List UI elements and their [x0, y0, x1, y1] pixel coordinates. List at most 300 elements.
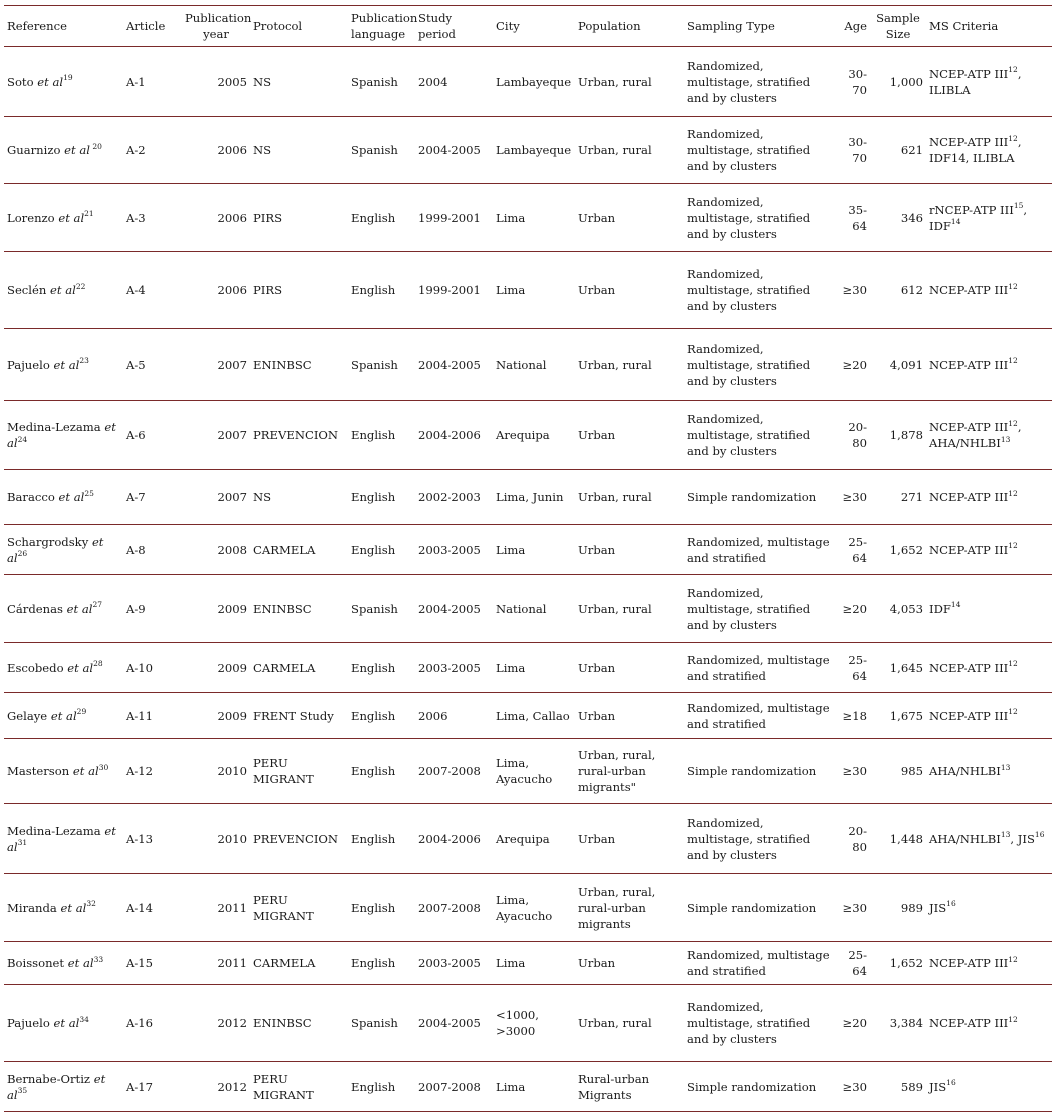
criteria-cell — [926, 525, 1052, 575]
reference-citation: 27 — [92, 600, 102, 610]
reference-et-al: et al — [37, 74, 64, 89]
age-cell: ≥30 — [834, 470, 870, 525]
criteria-text: , IDF14, ILIBLA — [929, 135, 1022, 165]
reference-et-al: et al — [7, 534, 104, 565]
period-cell: 1999-2001 — [415, 184, 493, 252]
col-header-ms-criteria: MS Criteria — [926, 6, 1052, 47]
city-cell: Lambayeque — [493, 47, 575, 117]
article-cell: A-5 — [123, 329, 182, 401]
criteria-cell — [926, 942, 1052, 985]
year-cell: 2012 — [182, 1062, 250, 1112]
table-row — [4, 942, 1052, 985]
reference-cell — [4, 329, 123, 401]
criteria-citation: 12 — [1008, 65, 1018, 75]
reference-author: Medina-Lezama — [7, 420, 101, 434]
reference-et-al: et al — [64, 143, 90, 157]
protocol-cell: PERU MIGRANT — [250, 739, 348, 804]
reference-citation: 25 — [84, 488, 94, 498]
reference-cell — [4, 252, 123, 329]
criteria-text: NCEP-ATP III — [929, 660, 1009, 675]
article-cell: A-7 — [123, 470, 182, 525]
language-cell: English — [348, 184, 415, 252]
reference-cell — [4, 401, 123, 470]
protocol-cell: CARMELA — [250, 525, 348, 575]
reference-author: Gelaye — [7, 708, 48, 723]
table-row — [4, 575, 1052, 643]
article-cell: A-13 — [123, 804, 182, 874]
period-cell: 2004-2005 — [415, 985, 493, 1062]
table-row — [4, 874, 1052, 942]
language-cell: English — [348, 739, 415, 804]
reference-citation: 26 — [17, 549, 28, 559]
criteria-text: , AHA/NHLBI — [929, 420, 1022, 450]
size-cell: 3,384 — [870, 985, 926, 1062]
reference-author: Lorenzo — [7, 210, 55, 225]
reference-cell — [4, 184, 123, 252]
age-cell: ≥20 — [834, 329, 870, 401]
article-cell: A-6 — [123, 401, 182, 470]
year-cell: 2007 — [182, 329, 250, 401]
protocol-cell: PIRS — [250, 252, 348, 329]
year-cell: 2009 — [182, 575, 250, 643]
age-cell: 20-80 — [834, 804, 870, 874]
article-cell: A-9 — [123, 575, 182, 643]
reference-et-al: et al — [66, 601, 93, 616]
reference-citation: 29 — [76, 707, 87, 717]
language-cell: English — [348, 525, 415, 575]
period-cell: 2003-2005 — [415, 525, 493, 575]
size-cell: 271 — [870, 470, 926, 525]
criteria-citation: 16 — [946, 1078, 956, 1088]
table-row — [4, 252, 1052, 329]
sampling-cell: Randomized, multistage, stratified and by clusters — [684, 117, 834, 184]
criteria-cell — [926, 874, 1052, 942]
age-cell: ≥18 — [834, 693, 870, 739]
size-cell: 589 — [870, 1062, 926, 1112]
size-cell: 612 — [870, 252, 926, 329]
reference-cell — [4, 804, 123, 874]
year-cell: 2007 — [182, 470, 250, 525]
reference-author: Guarnizo — [7, 143, 61, 157]
sampling-cell: Randomized, multistage, stratified and by clusters — [684, 985, 834, 1062]
period-cell: 2007-2008 — [415, 874, 493, 942]
year-cell: 2006 — [182, 117, 250, 184]
protocol-cell: ENINBSC — [250, 575, 348, 643]
col-header-publication-language: Publication language — [348, 6, 415, 47]
sampling-cell: Randomized, multistage, stratified and by clusters — [684, 401, 834, 470]
reference-cell — [4, 739, 123, 804]
city-cell: <1000, >3000 — [493, 985, 575, 1062]
criteria-cell — [926, 184, 1052, 252]
language-cell: English — [348, 643, 415, 693]
table-row — [4, 401, 1052, 470]
year-cell: 2006 — [182, 252, 250, 329]
protocol-cell: CARMELA — [250, 942, 348, 985]
criteria-citation: 14 — [950, 600, 961, 610]
age-cell: 30-70 — [834, 117, 870, 184]
sampling-cell: Randomized, multistage, stratified and by clusters — [684, 804, 834, 874]
age-cell: 25-64 — [834, 525, 870, 575]
reference-citation: 20 — [89, 141, 102, 151]
criteria-cell — [926, 739, 1052, 804]
criteria-text: NCEP-ATP III — [929, 66, 1009, 81]
reference-et-al: et al — [67, 956, 94, 970]
criteria-citation: 12 — [1008, 418, 1018, 428]
reference-author: Escobedo — [7, 660, 64, 675]
criteria-cell — [926, 47, 1052, 117]
criteria-citation: 12 — [1008, 541, 1018, 551]
reference-citation: 23 — [79, 356, 89, 366]
criteria-text: , IDF — [929, 202, 1028, 233]
reference-et-al: et al — [53, 1016, 80, 1030]
reference-cell — [4, 942, 123, 985]
sampling-cell: Simple randomization — [684, 1062, 834, 1112]
protocol-cell: CARMELA — [250, 643, 348, 693]
table-row — [4, 329, 1052, 401]
size-cell: 1,652 — [870, 942, 926, 985]
city-cell: National — [493, 575, 575, 643]
article-cell: A-16 — [123, 985, 182, 1062]
criteria-cell — [926, 329, 1052, 401]
article-cell: A-14 — [123, 874, 182, 942]
population-cell: Urban, rural — [575, 117, 684, 184]
criteria-citation: 15 — [1013, 201, 1024, 211]
criteria-text: NCEP-ATP III — [929, 542, 1009, 557]
criteria-citation: 12 — [1008, 954, 1018, 964]
article-cell: A-3 — [123, 184, 182, 252]
period-cell: 2002-2003 — [415, 470, 493, 525]
criteria-text: NCEP-ATP III — [929, 1016, 1009, 1030]
population-cell: Urban, rural — [575, 470, 684, 525]
criteria-citation: 16 — [946, 899, 956, 909]
size-cell: 1,448 — [870, 804, 926, 874]
city-cell: Lima — [493, 1062, 575, 1112]
col-header-reference: Reference — [4, 6, 123, 47]
protocol-cell: ENINBSC — [250, 329, 348, 401]
period-cell: 2003-2005 — [415, 942, 493, 985]
population-cell: Urban, rural — [575, 985, 684, 1062]
year-cell: 2006 — [182, 184, 250, 252]
protocol-cell: ENINBSC — [250, 985, 348, 1062]
sampling-cell: Randomized, multistage, stratified and by clusters — [684, 252, 834, 329]
protocol-cell: FRENT Study — [250, 693, 348, 739]
reference-et-al: et al — [67, 660, 94, 675]
criteria-cell — [926, 693, 1052, 739]
reference-et-al: et al — [50, 708, 77, 723]
col-header-age: Age — [834, 6, 870, 47]
period-cell: 2003-2005 — [415, 643, 493, 693]
reference-et-al: et al — [7, 1071, 106, 1102]
reference-cell — [4, 525, 123, 575]
criteria-citation: 16 — [1034, 830, 1045, 840]
reference-author: Pajuelo — [7, 1016, 50, 1030]
year-cell: 2009 — [182, 693, 250, 739]
reference-cell — [4, 575, 123, 643]
city-cell: Lima — [493, 525, 575, 575]
table-row — [4, 693, 1052, 739]
table-row — [4, 47, 1052, 117]
sampling-cell: Randomized, multistage, stratified and by clusters — [684, 575, 834, 643]
population-cell: Urban — [575, 942, 684, 985]
age-cell: ≥30 — [834, 739, 870, 804]
period-cell: 2004-2005 — [415, 575, 493, 643]
period-cell: 1999-2001 — [415, 252, 493, 329]
language-cell: English — [348, 470, 415, 525]
col-header-article: Article — [123, 6, 182, 47]
year-cell: 2011 — [182, 874, 250, 942]
reference-et-al: et al — [72, 764, 99, 778]
reference-et-al: et al — [60, 900, 87, 915]
criteria-citation: 13 — [1000, 830, 1011, 840]
city-cell: Lima, Ayacucho — [493, 874, 575, 942]
reference-author: Seclén — [7, 283, 47, 297]
age-cell: ≥20 — [834, 575, 870, 643]
period-cell: 2007-2008 — [415, 1062, 493, 1112]
criteria-cell — [926, 1062, 1052, 1112]
reference-cell — [4, 1062, 123, 1112]
size-cell: 1,000 — [870, 47, 926, 117]
protocol-cell: NS — [250, 470, 348, 525]
population-cell: Urban, rural — [575, 575, 684, 643]
table-body — [4, 47, 1052, 1112]
criteria-citation: 13 — [1000, 434, 1011, 444]
criteria-citation: 14 — [950, 217, 961, 227]
year-cell: 2007 — [182, 401, 250, 470]
reference-cell — [4, 985, 123, 1062]
criteria-text: AHA/NHLBI — [929, 831, 1001, 846]
criteria-citation: 12 — [1008, 488, 1018, 498]
table-row — [4, 643, 1052, 693]
age-cell: ≥30 — [834, 1062, 870, 1112]
language-cell: Spanish — [348, 117, 415, 184]
sampling-cell: Randomized, multistage and stratified — [684, 942, 834, 985]
size-cell: 1,675 — [870, 693, 926, 739]
reference-cell — [4, 693, 123, 739]
size-cell: 621 — [870, 117, 926, 184]
reference-et-al: et al — [7, 420, 116, 450]
age-cell: ≥30 — [834, 252, 870, 329]
criteria-text: NCEP-ATP III — [929, 490, 1009, 504]
criteria-text: NCEP-ATP III — [929, 357, 1009, 372]
size-cell: 1,878 — [870, 401, 926, 470]
reference-cell — [4, 117, 123, 184]
reference-author: Cárdenas — [7, 601, 63, 616]
criteria-citation: 12 — [1008, 659, 1018, 669]
language-cell: English — [348, 401, 415, 470]
sampling-cell: Randomized, multistage, stratified and by clusters — [684, 47, 834, 117]
age-cell: 25-64 — [834, 942, 870, 985]
population-cell: Urban — [575, 252, 684, 329]
reference-cell — [4, 874, 123, 942]
size-cell: 4,053 — [870, 575, 926, 643]
article-cell: A-8 — [123, 525, 182, 575]
city-cell: Lima — [493, 942, 575, 985]
criteria-cell — [926, 643, 1052, 693]
reference-et-al: et al — [58, 210, 85, 225]
reference-author: Miranda — [7, 900, 57, 915]
reference-citation: 28 — [93, 659, 103, 669]
reference-author: Pajuelo — [7, 357, 50, 372]
population-cell: Urban — [575, 693, 684, 739]
criteria-text: NCEP-ATP III — [929, 420, 1009, 434]
reference-cell — [4, 470, 123, 525]
reference-citation: 24 — [17, 434, 28, 444]
reference-citation: 30 — [98, 762, 109, 772]
reference-et-al: et al — [50, 283, 76, 297]
city-cell: National — [493, 329, 575, 401]
col-header-city: City — [493, 6, 575, 47]
year-cell: 2010 — [182, 739, 250, 804]
article-cell: A-11 — [123, 693, 182, 739]
protocol-cell: PREVENCION — [250, 804, 348, 874]
year-cell: 2005 — [182, 47, 250, 117]
article-cell: A-15 — [123, 942, 182, 985]
reference-citation: 19 — [63, 73, 73, 83]
city-cell: Arequipa — [493, 804, 575, 874]
sampling-cell: Randomized, multistage, stratified and by clusters — [684, 184, 834, 252]
language-cell: English — [348, 1062, 415, 1112]
reference-et-al: et al — [7, 823, 116, 854]
population-cell: Urban — [575, 184, 684, 252]
article-cell: A-2 — [123, 117, 182, 184]
period-cell: 2004-2006 — [415, 401, 493, 470]
col-header-protocol: Protocol — [250, 6, 348, 47]
sampling-cell: Randomized, multistage and stratified — [684, 525, 834, 575]
criteria-cell — [926, 401, 1052, 470]
reference-citation: 33 — [93, 954, 104, 964]
reference-author: Schargrodsky — [7, 534, 89, 549]
period-cell: 2004-2005 — [415, 329, 493, 401]
period-cell: 2004-2005 — [415, 117, 493, 184]
population-cell: Urban — [575, 804, 684, 874]
population-cell: Rural-urban Migrants — [575, 1062, 684, 1112]
criteria-cell — [926, 804, 1052, 874]
criteria-text: JIS — [929, 900, 947, 915]
sampling-cell: Randomized, multistage and stratified — [684, 693, 834, 739]
article-cell: A-1 — [123, 47, 182, 117]
col-header-sampling-type: Sampling Type — [684, 6, 834, 47]
city-cell: Lima — [493, 252, 575, 329]
protocol-cell: NS — [250, 47, 348, 117]
table-row — [4, 985, 1052, 1062]
age-cell: 35-64 — [834, 184, 870, 252]
criteria-text: NCEP-ATP III — [929, 956, 1009, 970]
reference-citation: 34 — [79, 1014, 89, 1024]
article-cell: A-10 — [123, 643, 182, 693]
reference-citation: 32 — [86, 899, 96, 909]
size-cell: 989 — [870, 874, 926, 942]
table-row — [4, 470, 1052, 525]
population-cell: Urban, rural — [575, 329, 684, 401]
criteria-citation: 13 — [1000, 762, 1011, 772]
criteria-citation: 12 — [1008, 133, 1018, 143]
reference-et-al: et al — [53, 357, 80, 372]
article-cell: A-12 — [123, 739, 182, 804]
criteria-cell — [926, 470, 1052, 525]
year-cell: 2010 — [182, 804, 250, 874]
criteria-text: rNCEP-ATP III — [929, 202, 1014, 217]
criteria-citation: 12 — [1008, 356, 1018, 366]
criteria-citation: 12 — [1008, 281, 1018, 291]
criteria-text: JIS — [929, 1079, 947, 1094]
criteria-cell — [926, 985, 1052, 1062]
city-cell: Lima, Junin — [493, 470, 575, 525]
age-cell: ≥20 — [834, 985, 870, 1062]
criteria-text: IDF — [929, 601, 951, 616]
reference-citation: 21 — [84, 209, 94, 219]
table-row — [4, 804, 1052, 874]
reference-author: Boissonet — [7, 956, 65, 970]
article-cell: A-4 — [123, 252, 182, 329]
header-row — [4, 6, 1052, 47]
protocol-cell: PIRS — [250, 184, 348, 252]
sampling-cell: Simple randomization — [684, 470, 834, 525]
table-row — [4, 184, 1052, 252]
reference-et-al: et al — [58, 490, 85, 504]
language-cell: English — [348, 874, 415, 942]
population-cell: Urban — [575, 643, 684, 693]
language-cell: English — [348, 942, 415, 985]
language-cell: Spanish — [348, 47, 415, 117]
protocol-cell: NS — [250, 117, 348, 184]
size-cell: 346 — [870, 184, 926, 252]
criteria-text: NCEP-ATP III — [929, 708, 1009, 723]
protocol-cell: PERU MIGRANT — [250, 874, 348, 942]
criteria-text: NCEP-ATP III — [929, 135, 1009, 149]
population-cell: Urban, rural — [575, 47, 684, 117]
sampling-cell: Randomized, multistage, stratified and by clusters — [684, 329, 834, 401]
reference-author: Medina-Lezama — [7, 823, 101, 838]
period-cell: 2007-2008 — [415, 739, 493, 804]
col-header-population: Population — [575, 6, 684, 47]
reference-author: Bernabe-Ortiz — [7, 1071, 91, 1086]
age-cell: ≥30 — [834, 874, 870, 942]
year-cell: 2012 — [182, 985, 250, 1062]
language-cell: English — [348, 693, 415, 739]
col-header-study-period: Study period — [415, 6, 493, 47]
city-cell: Arequipa — [493, 401, 575, 470]
period-cell: 2006 — [415, 693, 493, 739]
language-cell: Spanish — [348, 329, 415, 401]
reference-author: Masterson — [7, 764, 70, 778]
article-cell: A-17 — [123, 1062, 182, 1112]
reference-citation: 35 — [17, 1086, 28, 1096]
protocol-cell: PERU MIGRANT — [250, 1062, 348, 1112]
table-row — [4, 525, 1052, 575]
population-cell: Urban, rural, rural-urban migrants — [575, 874, 684, 942]
col-header-publication-year: Publication year — [182, 6, 250, 47]
reference-citation: 22 — [75, 281, 86, 291]
table-row — [4, 117, 1052, 184]
criteria-text: NCEP-ATP III — [929, 283, 1009, 297]
table-row — [4, 1062, 1052, 1112]
reference-cell — [4, 643, 123, 693]
reference-author: Soto — [7, 74, 34, 89]
criteria-cell — [926, 575, 1052, 643]
year-cell: 2008 — [182, 525, 250, 575]
criteria-cell — [926, 117, 1052, 184]
city-cell: Lima, Callao — [493, 693, 575, 739]
reference-author: Baracco — [7, 490, 55, 504]
col-header-sample-size: Sample Size — [870, 6, 926, 47]
language-cell: English — [348, 804, 415, 874]
criteria-citation: 12 — [1008, 1014, 1018, 1024]
city-cell: Lima, Ayacucho — [493, 739, 575, 804]
age-cell: 20-80 — [834, 401, 870, 470]
language-cell: Spanish — [348, 575, 415, 643]
language-cell: English — [348, 252, 415, 329]
population-cell: Urban, rural, rural-urban migrants" — [575, 739, 684, 804]
